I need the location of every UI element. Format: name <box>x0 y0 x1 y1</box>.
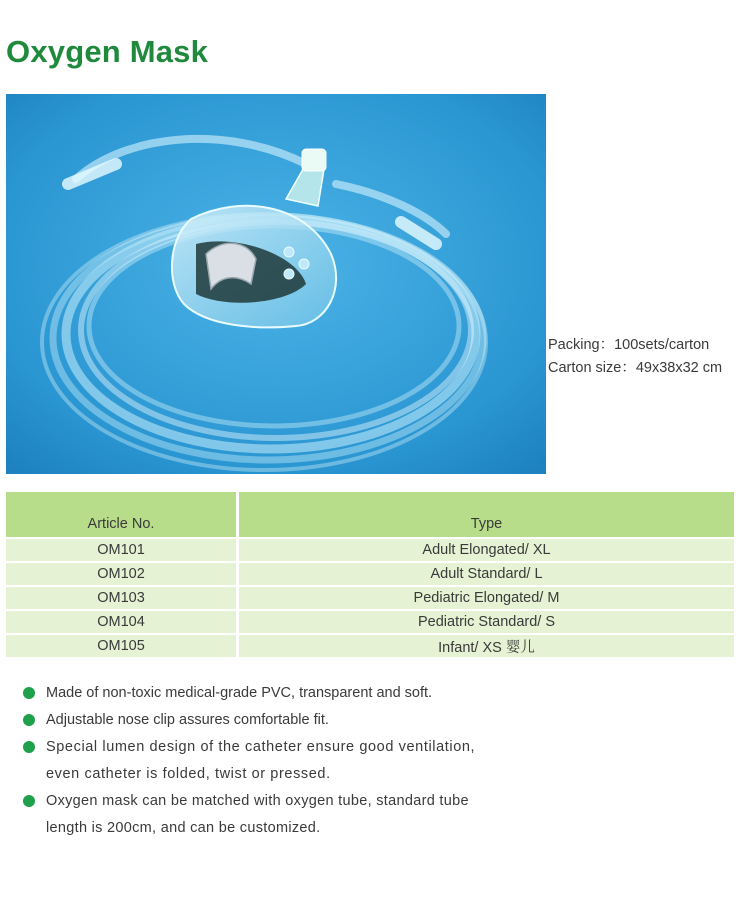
table-row <box>6 563 734 587</box>
feature-text: Special lumen design of the catheter ensure good ventilation, even catheter is folded, twist or pressed. <box>46 739 476 782</box>
list-item <box>22 707 482 734</box>
table-row <box>6 611 734 635</box>
bullet-dot-icon <box>23 795 35 807</box>
table-row <box>6 539 734 563</box>
type-cell: Adult Elongated/ XL <box>239 539 734 563</box>
table-row <box>6 587 734 611</box>
type-cell: Pediatric Elongated/ M <box>239 587 734 611</box>
bullet-dot-icon <box>23 741 35 753</box>
table-header-article: Article No. <box>6 492 239 539</box>
product-photo <box>6 94 546 474</box>
feature-text: Made of non-toxic medical-grade PVC, transparent and soft. <box>46 685 433 701</box>
article-cell: OM104 <box>6 611 239 635</box>
table-header-row <box>6 492 734 539</box>
article-cell: OM101 <box>6 539 239 563</box>
feature-text: Oxygen mask can be matched with oxygen tube, standard tube length is 200cm, and can be customized. <box>46 793 469 836</box>
article-cell: OM103 <box>6 587 239 611</box>
feature-list <box>22 680 482 842</box>
type-cell: Infant/ XS 婴儿 <box>239 635 734 659</box>
table-row <box>6 635 734 659</box>
bullet-dot-icon <box>23 687 35 699</box>
type-cell: Adult Standard/ L <box>239 563 734 587</box>
spec-table <box>6 492 734 659</box>
feature-text: Adjustable nose clip assures comfortable fit. <box>46 712 329 728</box>
packing-info <box>548 334 722 380</box>
table-header-type: Type <box>239 492 734 539</box>
carton-size-text: Carton size：49x38x32 cm <box>548 360 723 376</box>
packing-text: Packing：100sets/carton <box>548 337 710 353</box>
type-cell: Pediatric Standard/ S <box>239 611 734 635</box>
list-item <box>22 734 482 788</box>
article-cell: OM102 <box>6 563 239 587</box>
list-item <box>22 788 482 842</box>
article-cell: OM105 <box>6 635 239 659</box>
page-title: Oxygen Mask <box>6 34 209 69</box>
list-item <box>22 680 482 707</box>
bullet-dot-icon <box>23 714 35 726</box>
